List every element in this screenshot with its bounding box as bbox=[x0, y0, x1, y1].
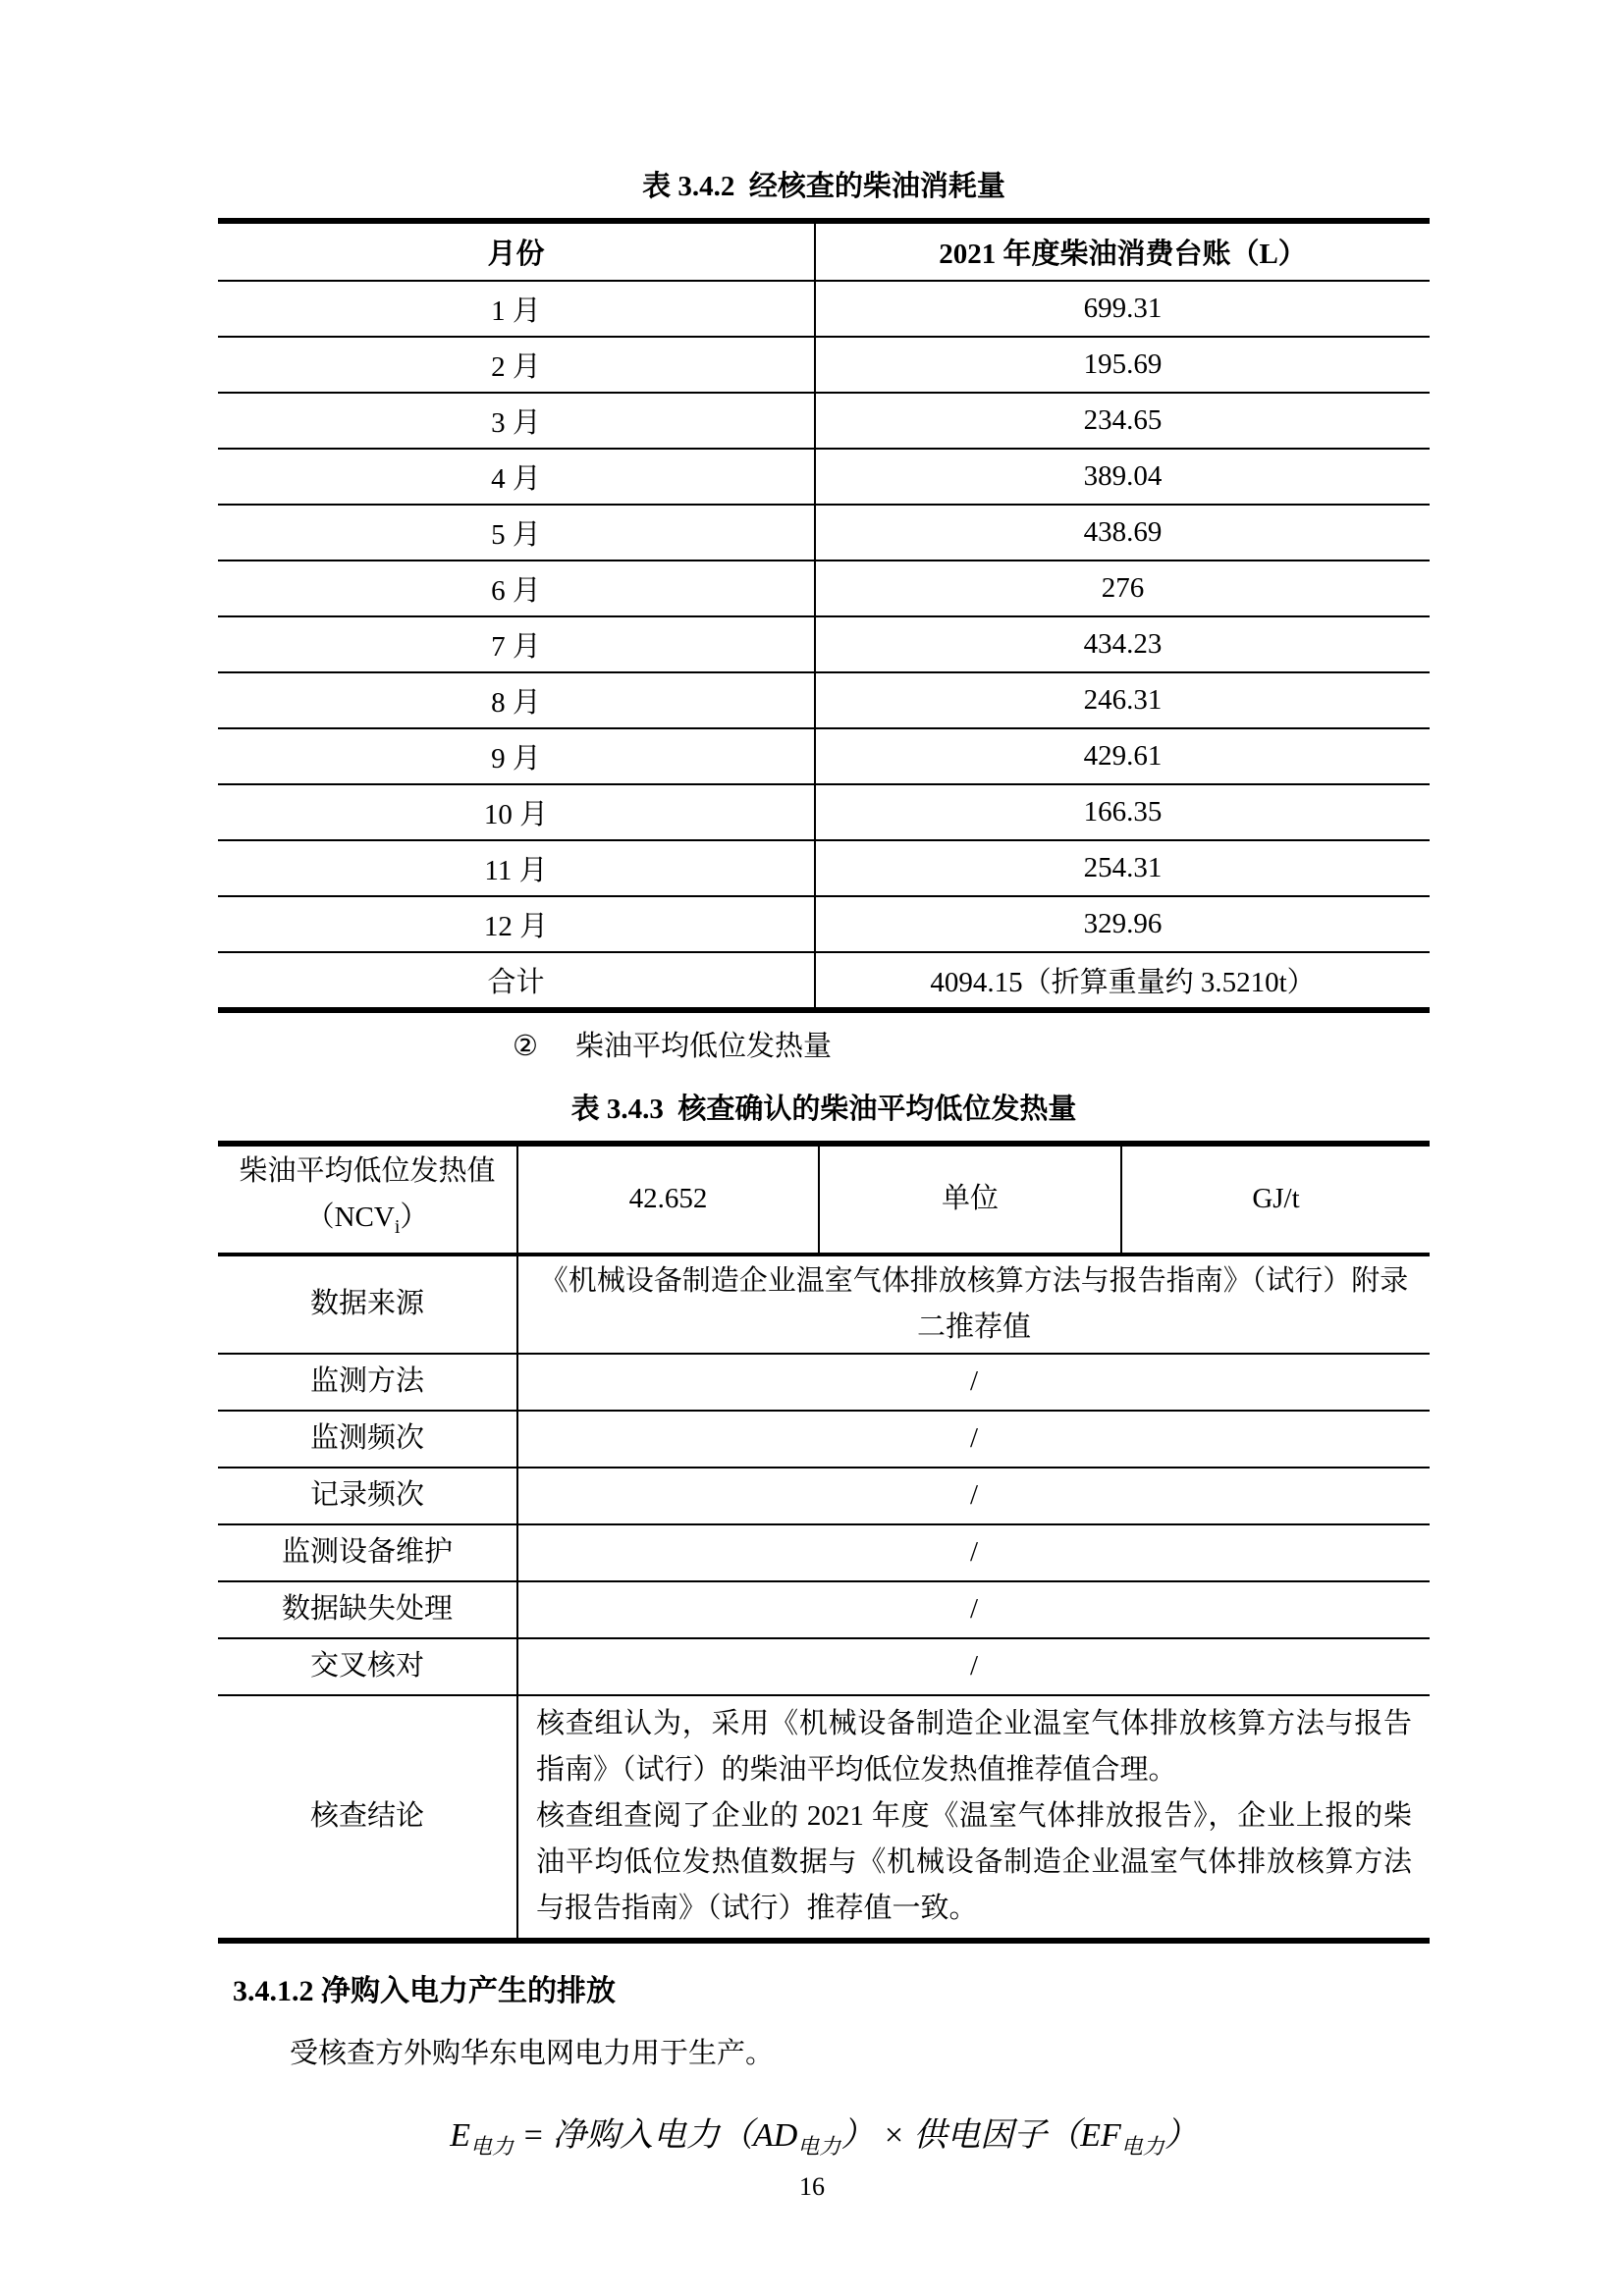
diesel-consumption-table bbox=[218, 218, 1430, 1013]
month-cell: 5 月 bbox=[218, 505, 815, 561]
unit-value-cell: GJ/t bbox=[1121, 1144, 1430, 1255]
value-cell: 699.31 bbox=[815, 281, 1430, 337]
conclusion-label-cell: 核查结论 bbox=[218, 1695, 517, 1941]
conclusion-paragraph-1: 核查组认为，采用《机械设备制造企业温室气体排放核算方法与报告指南》（试行）的柴油平均低位发热值推荐值合理。 bbox=[536, 1708, 1412, 1787]
table-row bbox=[218, 449, 1430, 505]
table-row bbox=[218, 672, 1430, 728]
formula-ef-subscript: 电力 bbox=[1120, 2133, 1164, 2159]
value-cell: 166.35 bbox=[815, 784, 1430, 840]
table-3-4-2-title: 表 3.4.2 经核查的柴油消耗量 bbox=[642, 171, 1005, 202]
row-value-cell: / bbox=[517, 1581, 1430, 1638]
row-label-cell: 监测频次 bbox=[218, 1411, 517, 1468]
row-label-cell: 记录频次 bbox=[218, 1468, 517, 1524]
unit-label-cell: 单位 bbox=[819, 1144, 1121, 1255]
value-cell: 246.31 bbox=[815, 672, 1430, 728]
page-number: 16 bbox=[799, 2172, 825, 2201]
conclusion-row bbox=[218, 1695, 1430, 1941]
month-cell: 11 月 bbox=[218, 840, 815, 896]
row-label-cell: 监测设备维护 bbox=[218, 1524, 517, 1581]
ncv-header-row bbox=[218, 1144, 1430, 1255]
table-row bbox=[218, 896, 1430, 952]
row-value-cell: 《机械设备制造企业温室气体排放核算方法与报告指南》（试行）附录二推荐值 bbox=[517, 1255, 1430, 1354]
month-cell: 8 月 bbox=[218, 672, 815, 728]
value-cell: 195.69 bbox=[815, 337, 1430, 393]
row-value-cell: / bbox=[517, 1411, 1430, 1468]
table-3-4-3-title: 表 3.4.3 核查确认的柴油平均低位发热量 bbox=[570, 1094, 1077, 1125]
row-label-cell: 数据来源 bbox=[218, 1255, 517, 1354]
table-total-row bbox=[218, 952, 1430, 1010]
data-source-row bbox=[218, 1255, 1430, 1354]
consumption-column-header: 2021 年度柴油消费台账（L） bbox=[815, 221, 1430, 281]
value-cell: 329.96 bbox=[815, 896, 1430, 952]
value-cell: 438.69 bbox=[815, 505, 1430, 561]
month-column-header: 月份 bbox=[218, 221, 815, 281]
row-value-cell: / bbox=[517, 1468, 1430, 1524]
table-row bbox=[218, 337, 1430, 393]
value-cell: 434.23 bbox=[815, 616, 1430, 672]
table-row bbox=[218, 784, 1430, 840]
conclusion-text-cell bbox=[517, 1695, 1430, 1941]
row-label-cell: 交叉核对 bbox=[218, 1638, 517, 1695]
month-cell: 10 月 bbox=[218, 784, 815, 840]
value-cell: 276 bbox=[815, 561, 1430, 616]
formula-mid2: ） × 供电因子（EF bbox=[840, 2116, 1121, 2154]
month-cell: 7 月 bbox=[218, 616, 815, 672]
list-item-text: 柴油平均低位发热量 bbox=[575, 1031, 833, 1062]
ncv-label-line2: $(NCV_i)$ bbox=[305, 1201, 429, 1238]
month-cell: 9 月 bbox=[218, 728, 815, 784]
month-cell: 2 月 bbox=[218, 337, 815, 393]
row-label-cell: 数据缺失处理 bbox=[218, 1581, 517, 1638]
formula-lhs-subscript: 电力 bbox=[469, 2133, 514, 2159]
table-row bbox=[218, 840, 1430, 896]
month-cell: 1 月 bbox=[218, 281, 815, 337]
list-item-circled-2 bbox=[513, 1027, 1430, 1066]
section-heading-3-4-1-2: 3.4.1.2 净购入电力产生的排放 bbox=[233, 1974, 616, 2007]
month-cell: 6 月 bbox=[218, 561, 815, 616]
formula-mid1: = 净购入电力（AD bbox=[514, 2116, 798, 2154]
table-row bbox=[218, 616, 1430, 672]
monitoring-method-row bbox=[218, 1354, 1430, 1411]
formula-ad-subscript: 电力 bbox=[797, 2133, 841, 2159]
ncv-label-cell bbox=[218, 1144, 517, 1255]
value-cell: 389.04 bbox=[815, 449, 1430, 505]
body-paragraph: 受核查方外购华东电网电力用于生产。 bbox=[290, 2037, 775, 2069]
value-cell: 234.65 bbox=[815, 393, 1430, 449]
table-header-row bbox=[218, 221, 1430, 281]
month-cell: 12 月 bbox=[218, 896, 815, 952]
row-value-cell: / bbox=[517, 1524, 1430, 1581]
row-value-cell: / bbox=[517, 1638, 1430, 1695]
month-cell: 4 月 bbox=[218, 449, 815, 505]
cross-check-row bbox=[218, 1638, 1430, 1695]
ncv-subscript: i bbox=[394, 1215, 401, 1238]
formula-end: ） bbox=[1164, 2116, 1198, 2154]
row-label-cell: 监测方法 bbox=[218, 1354, 517, 1411]
total-value-cell: 4094.15（折算重量约 3.5210t） bbox=[815, 952, 1430, 1010]
circled-number-marker: ② bbox=[513, 1031, 538, 1062]
monitoring-frequency-row bbox=[218, 1411, 1430, 1468]
table-row bbox=[218, 505, 1430, 561]
page-content bbox=[218, 165, 1430, 2178]
ncv-value-cell: 42.652 bbox=[517, 1144, 819, 1255]
electricity-emission-formula bbox=[218, 2105, 1430, 2178]
value-cell: 429.61 bbox=[815, 728, 1430, 784]
table-row bbox=[218, 561, 1430, 616]
table-row bbox=[218, 728, 1430, 784]
ncv-verification-table bbox=[218, 1141, 1430, 1944]
value-cell: 254.31 bbox=[815, 840, 1430, 896]
month-cell: 3 月 bbox=[218, 393, 815, 449]
total-label-cell: 合计 bbox=[218, 952, 815, 1010]
table-row bbox=[218, 393, 1430, 449]
ncv-label-line1: 柴油平均低位发热值 bbox=[239, 1155, 496, 1187]
table-row bbox=[218, 281, 1430, 337]
record-frequency-row bbox=[218, 1468, 1430, 1524]
row-value-cell: / bbox=[517, 1354, 1430, 1411]
conclusion-paragraph-2: 核查组查阅了企业的 2021 年度《温室气体排放报告》，企业上报的柴油平均低位发热值数据与《机械设备制造企业温室气体排放核算方法与报告指南》（试行）推荐值一致。 bbox=[536, 1800, 1412, 1925]
formula-lhs: E bbox=[450, 2116, 470, 2154]
missing-data-row bbox=[218, 1581, 1430, 1638]
equipment-maintenance-row bbox=[218, 1524, 1430, 1581]
